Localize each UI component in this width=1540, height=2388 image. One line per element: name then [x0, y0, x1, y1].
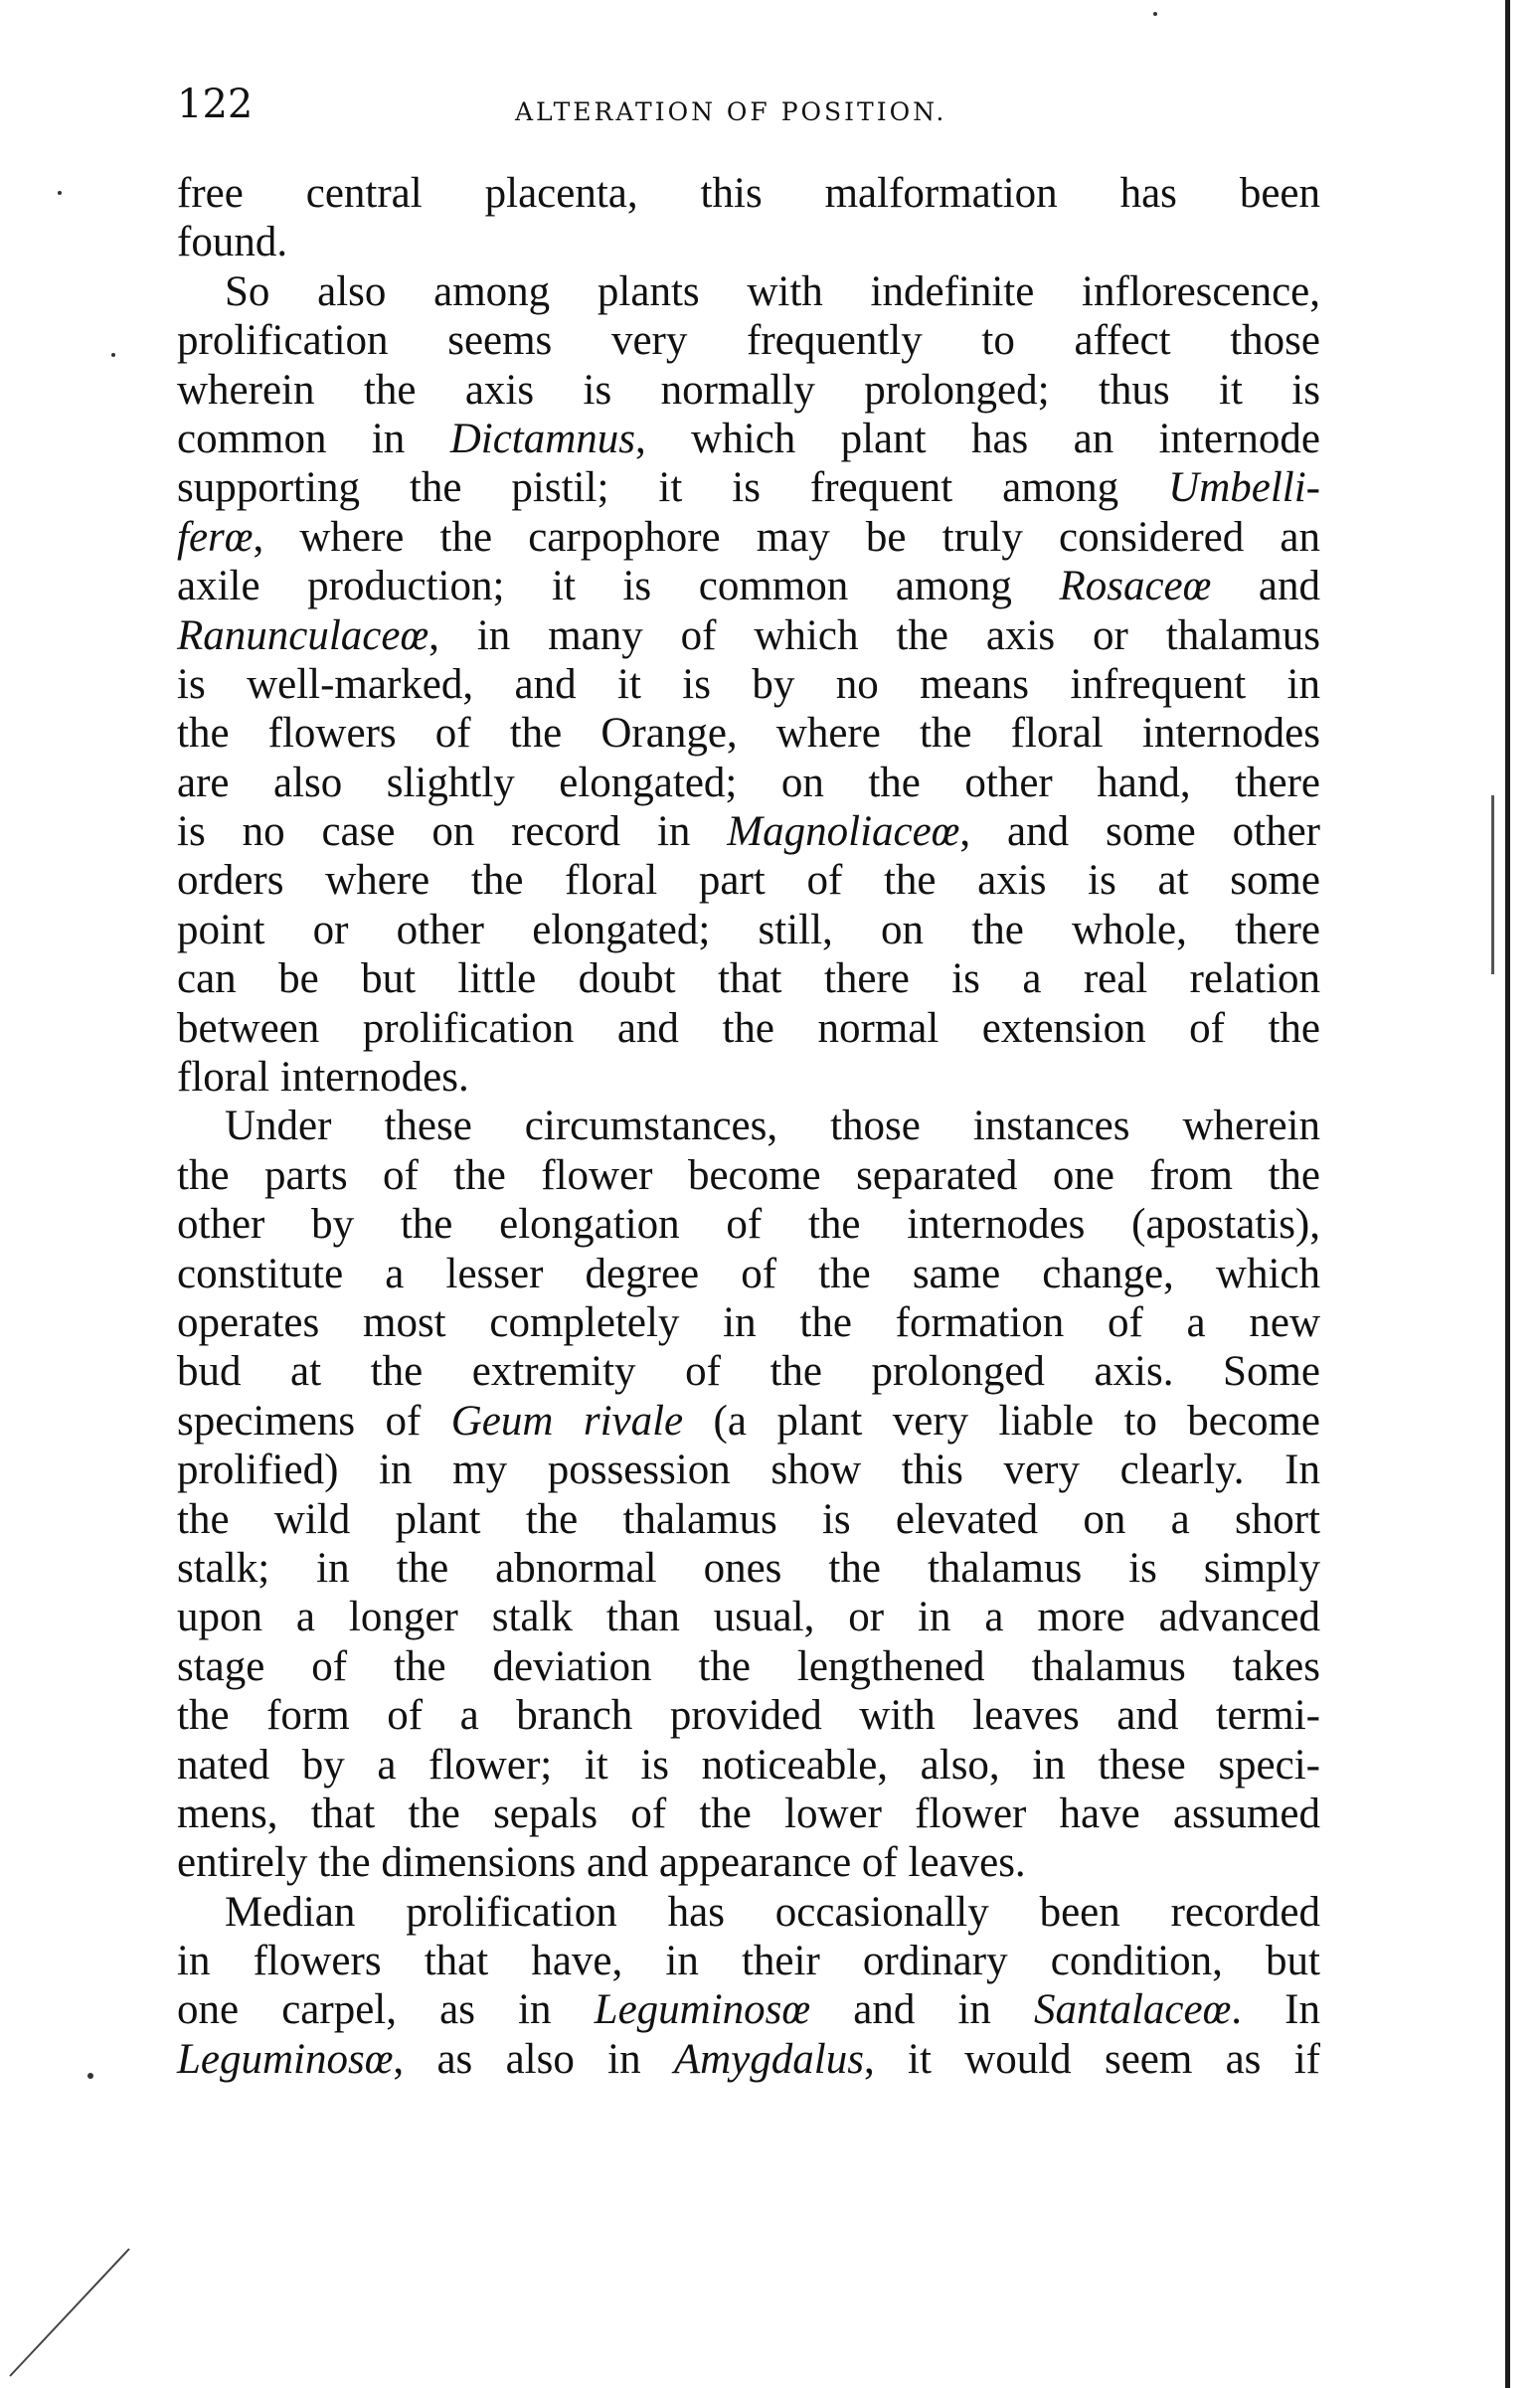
text-run: point or other elongated; still, on the whole, there	[177, 906, 1320, 953]
text-line	[177, 1937, 1320, 1985]
text-line	[177, 660, 1320, 709]
italic-term: Dictamnus	[449, 415, 636, 462]
paragraph	[177, 169, 1320, 267]
text-line	[177, 1495, 1320, 1544]
speck	[1153, 12, 1157, 16]
text-line	[177, 1151, 1320, 1200]
text-line	[177, 1544, 1320, 1593]
page-edge-rule	[1505, 0, 1510, 2388]
text-line	[177, 1053, 1320, 1102]
pencil-stroke	[0, 0, 199, 2388]
text-line	[177, 1200, 1320, 1249]
text-line	[177, 1446, 1320, 1494]
italic-term: Santalaceœ	[1034, 1986, 1232, 2034]
text-run: Median prolification has occasionally been recorded	[225, 1888, 1320, 1936]
text-line	[177, 1790, 1320, 1838]
text-line	[177, 316, 1320, 365]
text-run: prolification seems very frequently to affect those	[177, 317, 1320, 365]
text-run: is well-marked, and it is by no means infrequent in	[177, 660, 1320, 708]
text-line	[177, 1250, 1320, 1298]
text-line	[177, 415, 1320, 463]
text-run: . In	[1231, 1986, 1320, 2034]
italic-term: Amygdalus	[673, 2035, 864, 2083]
text-run: are also slightly elongated; on the other hand, there	[177, 759, 1320, 806]
text-line	[177, 366, 1320, 415]
text-run: , where the carpophore may be truly considered an	[253, 513, 1320, 561]
text-run: So also among plants with indefinite inflorescence,	[225, 267, 1320, 315]
italic-term: Ranunculaceœ	[177, 611, 429, 659]
italic-term: Leguminosœ	[177, 2035, 394, 2083]
text-run: nated by a flower; it is noticeable, also, in these speci-	[177, 1741, 1320, 1789]
text-run: between prolification and the normal extension of the	[177, 1004, 1320, 1052]
text-run: upon a longer stalk than usual, or in a more advanced	[177, 1594, 1320, 1641]
text-run: stage of the deviation the lengthened thalamus takes	[177, 1642, 1320, 1690]
text-line	[177, 709, 1320, 758]
text-line	[177, 1298, 1320, 1347]
text-run: can be but little doubt that there is a real relation	[177, 955, 1320, 1003]
text-run: prolified) in my possession show this very clearly. In	[177, 1447, 1320, 1494]
text-line	[177, 1985, 1320, 2034]
text-line	[177, 267, 1320, 316]
text-line	[177, 1347, 1320, 1396]
text-run: one carpel, as in	[177, 1986, 595, 2034]
text-line	[177, 218, 1320, 266]
text-line	[177, 906, 1320, 954]
text-run: common in	[177, 415, 450, 462]
italic-term: ferœ	[177, 513, 254, 561]
running-title: ALTERATION OF POSITION.	[515, 97, 947, 126]
text-line	[177, 1593, 1320, 1641]
text-run: stalk; in the abnormal ones the thalamus is simply	[177, 1544, 1320, 1592]
pencil-stroke-line	[10, 2249, 129, 2376]
text-line	[177, 1642, 1320, 1691]
text-line	[177, 1691, 1320, 1740]
text-run: supporting the pistil; it is frequent among	[177, 464, 1169, 512]
text-run: mens, that the sepals of the lower flower have assumed	[177, 1790, 1320, 1837]
italic-term: Leguminosœ	[594, 1986, 811, 2034]
text-run: (a plant very liable to become	[683, 1397, 1321, 1445]
text-run: specimens of	[177, 1397, 451, 1445]
text-run: free central placenta, this malformation has been	[177, 170, 1320, 217]
text-run: bud at the extremity of the prolonged axis. Some	[177, 1348, 1320, 1396]
text-line	[177, 759, 1320, 807]
italic-term: Rosaceœ	[1059, 563, 1212, 610]
text-run: floral internodes.	[177, 1054, 469, 1102]
text-run: the parts of the flower become separated one from the	[177, 1151, 1320, 1199]
text-run: operates most completely in the formation of a new	[177, 1298, 1320, 1346]
text-run: the flowers of the Orange, where the floral internodes	[177, 710, 1320, 758]
text-run: , which plant has an internode	[635, 415, 1320, 462]
text-line	[177, 807, 1320, 856]
text-run: other by the elongation of the internodes (apostatis),	[177, 1201, 1320, 1249]
text-run: , it would seem as if	[863, 2035, 1320, 2083]
text-line	[177, 611, 1320, 660]
italic-term: Magnoliaceœ	[727, 808, 960, 856]
page-header	[177, 82, 1330, 131]
page-edge-mark	[1491, 795, 1494, 974]
text-line	[177, 463, 1320, 512]
text-line	[177, 1888, 1320, 1937]
text-run: , as also in	[393, 2035, 674, 2083]
body-text	[177, 169, 1320, 2084]
text-run: wherein the axis is normally prolonged; thus it is	[177, 366, 1320, 414]
text-run: in flowers that have, in their ordinary condition, but	[177, 1938, 1320, 1985]
text-run: and	[1211, 563, 1320, 610]
italic-term: Umbelli-	[1168, 464, 1320, 512]
text-line	[177, 1397, 1320, 1446]
text-run: orders where the floral part of the axis is at some	[177, 857, 1320, 905]
text-run: , in many of which the axis or thalamus	[428, 611, 1320, 659]
paragraph	[177, 1888, 1320, 2085]
text-run: axile production; it is common among	[177, 563, 1060, 610]
text-line	[177, 562, 1320, 610]
italic-term: Geum rivale	[450, 1397, 684, 1445]
text-run: , and some other	[959, 808, 1321, 856]
text-run: entirely the dimensions and appearance of leaves.	[177, 1839, 1026, 1887]
page-number: 122	[177, 82, 254, 127]
text-line	[177, 1004, 1320, 1053]
text-run: Under these circumstances, those instances wherein	[225, 1103, 1320, 1150]
paragraph	[177, 1102, 1320, 1887]
text-run: and in	[810, 1986, 1035, 2034]
text-line	[177, 1741, 1320, 1790]
text-line	[177, 1838, 1320, 1887]
text-run: found.	[177, 219, 288, 266]
text-run: is no case on record in	[177, 808, 728, 856]
text-line	[177, 169, 1320, 218]
text-run: constitute a lesser degree of the same change, which	[177, 1250, 1320, 1297]
text-line	[177, 954, 1320, 1003]
text-line	[177, 2035, 1320, 2084]
text-line	[177, 1102, 1320, 1150]
text-line	[177, 513, 1320, 562]
text-run: the wild plant the thalamus is elevated on a short	[177, 1495, 1320, 1543]
text-run: the form of a branch provided with leaves and termi-	[177, 1692, 1320, 1740]
text-line	[177, 856, 1320, 905]
paragraph	[177, 267, 1320, 1103]
